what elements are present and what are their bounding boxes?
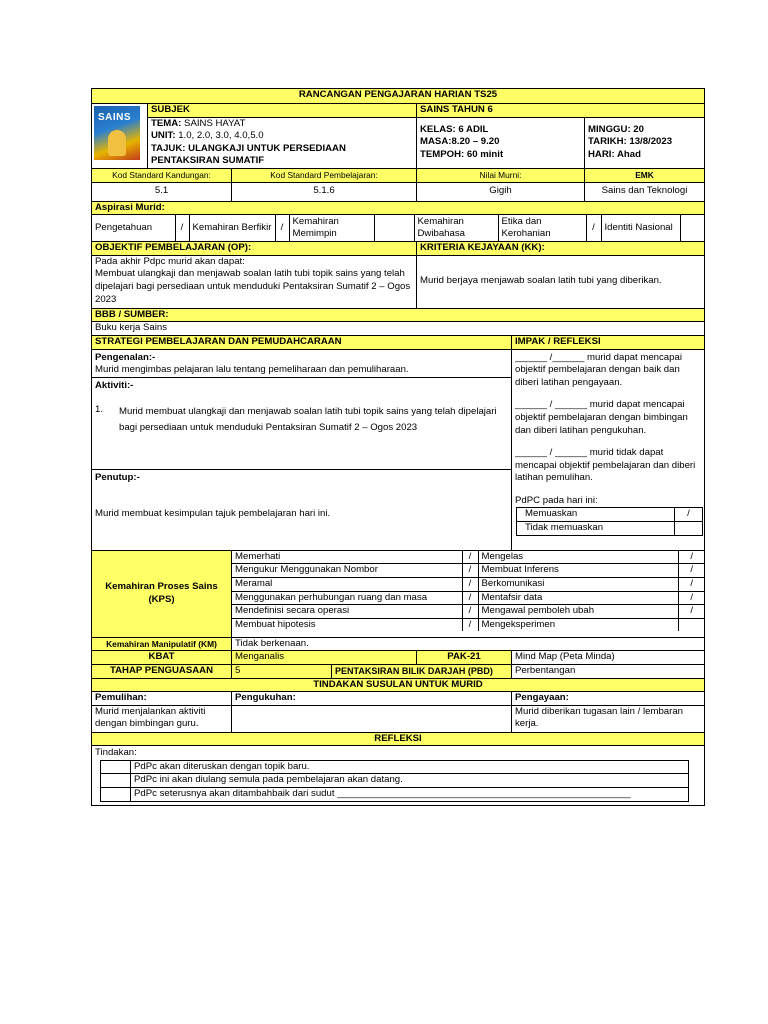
kod-sp-label: Kod Standard Pembelajaran: [232,168,417,182]
tarikh-text: TARIKH: 13/8/2023 [588,136,673,148]
aspirasi-item-etika: Etika dan Kerohanian [498,215,586,241]
tindakan-checkbox-2[interactable] [101,788,131,802]
kps-left-5: Membuat hipotesis [232,618,462,631]
kps-right-mark-1: / [678,564,705,578]
pengukuhan-label: Pengukuhan: [232,692,512,706]
kps-left-mark-2: / [462,577,478,591]
pdpc-label: PdPC pada hari ini: [515,494,598,506]
tindakan-option-2: PdPc seterusnya akan ditambahbaik dari sudut _______________________________________________________ [131,788,689,802]
tema-label: TEMA: [151,117,182,129]
pdpc-option-memuaskan: Memuaskan [517,508,675,522]
pengukuhan-text [232,705,512,732]
kbat-value: Menganalis [232,651,417,665]
tahap-label: TAHAP PENGUASAAN [92,664,232,678]
impak-label: IMPAK / REFLEKSI [512,335,705,349]
kps-right-mark-2: / [678,577,705,591]
pdpc-mark-tidak-memuaskan [675,522,703,536]
kps-left-mark-3: / [462,591,478,605]
pemulihan-label: Pemulihan: [92,692,232,706]
tajuk-label: TAJUK: [151,142,186,154]
km-label: Kemahiran Manipulatif (KM) [92,637,232,651]
aspirasi-item-kemahiran-dwibahasa: Kemahiran Dwibahasa [414,215,498,241]
impak-cell [512,349,705,550]
tindakan-options [100,760,689,802]
unit-label: UNIT: [151,130,176,142]
kps-left-0: Memerhati [232,551,462,564]
book-cover-text: SAINS [98,112,132,123]
pak-value: Mind Map (Peta Minda) [512,651,705,665]
aspirasi-label: Aspirasi Murid: [92,201,705,215]
aspirasi-mark-etika: / [586,215,601,241]
impak-line-2: ______ / ______ murid dapat mencapai objektif pembelajaran dengan bimbingan dan diberi latihan pengukuhan. [515,399,688,436]
subjek-value: SAINS TAHUN 6 [417,104,705,118]
kps-left-3: Menggunakan perhubungan ruang dan masa [232,591,462,605]
nilai-label: Nilai Murni: [417,168,585,182]
kps-left-2: Meramal [232,577,462,591]
pengayaan-text: Murid diberikan tugasan lain / lembaran kerja. [512,705,705,732]
susulan-label: TINDAKAN SUSULAN UNTUK MURID [92,678,705,692]
nilai-value: Gigih [417,182,585,201]
aspirasi-mark-identiti [680,215,705,241]
minggu-cell [585,117,705,168]
kps-cell [232,550,705,637]
kod-sk-label: Kod Standard Kandungan: [92,168,232,182]
penutup-label: Penutup:- [95,471,140,483]
aspirasi-mark-pengetahuan: / [175,215,189,241]
aspirasi-item-kemahiran-memimpin: Kemahiran Memimpin [289,215,374,241]
book-cover-image [94,106,140,160]
kps-table [232,551,705,632]
pbd-value: Perbentangan [512,664,705,678]
tindakan-option-0: PdPc akan diteruskan dengan topik baru. [131,760,689,774]
pdpc-mark-memuaskan: / [675,508,703,522]
kk-label: KRITERIA KEJAYAAN (KK): [417,242,705,256]
pengenalan-text: Murid mengimbas pelajaran lalu tentang pemeliharaan dan pemuliharaan. [95,364,409,376]
aspirasi-item-identiti: Identiti Nasional [601,215,680,241]
tajuk-value: ULANGKAJI UNTUK PERSEDIAAN PENTAKSIRAN SUMATIF [151,142,346,167]
kod-sk-value: 5.1 [92,182,232,201]
page-title: RANCANGAN PENGAJARAN HARIAN TS25 [92,89,705,104]
unit-value: 1.0, 2.0, 3.0, 4.0,5.0 [178,130,264,142]
minggu-text: MINGGU: 20 [588,123,644,135]
kps-left-mark-4: / [462,605,478,619]
kps-left-1: Mengukur Menggunakan Nombor [232,564,462,578]
strategi-cell [92,349,512,550]
kbat-label: KBAT [92,651,232,665]
strategi-label: STRATEGI PEMBELAJARAN DAN PEMUDAHCARAAN [92,335,512,349]
refleksi-cell [92,746,705,805]
kps-right-5: Mengeksperimen [478,618,678,631]
lesson-plan-table [91,88,705,806]
aktiviti-text: Murid membuat ulangkaji dan menjawab soalan latih tubi topik sains yang telah dipelajari bagi persediaan untuk menduduki Pentaksiran Sumatif 2 – Ogos 2023 [119,406,497,434]
kelas-cell [417,117,585,168]
kps-label: Kemahiran Proses Sains (KPS) [92,550,232,637]
aspirasi-table [92,215,705,241]
kps-right-3: Mentafsir data [478,591,678,605]
kps-left-mark-0: / [462,551,478,564]
masa-text: MASA:8.20 – 9.20 [420,136,500,148]
kps-right-mark-5 [678,618,705,631]
kps-right-0: Mengelas [478,551,678,564]
tempoh-text: TEMPOH: 60 minit [420,149,504,161]
aktiviti-label: Aktiviti:- [95,379,134,391]
kps-right-mark-4: / [678,605,705,619]
refleksi-label: REFLEKSI [92,732,705,746]
kod-sp-value: 5.1.6 [232,182,417,201]
aspirasi-mark-kemahiran-memimpin [374,215,414,241]
lesson-plan-sheet [91,88,704,806]
tindakan-option-1: PdPc ini akan diulang semula pada pembelajaran akan datang. [131,774,689,788]
aspirasi-item-kemahiran-berfikir: Kemahiran Berfikir [189,215,275,241]
aktiviti-number: 1. [95,404,104,416]
impak-line-1: ______ /______ murid dapat mencapai objektif pembelajaran dengan baik dan diberi latihan pengayaan. [515,351,682,388]
pdpc-options [516,507,703,535]
emk-value: Sains dan Teknologi [585,182,705,201]
penutup-text: Murid membuat kesimpulan tajuk pembelajaran hari ini. [95,508,331,520]
book-cover-cell [92,104,148,169]
kps-right-2: Berkomunikasi [478,577,678,591]
kps-right-1: Membuat Inferens [478,564,678,578]
kps-right-4: Mengawal pemboleh ubah [478,605,678,619]
kelas-text: KELAS: 6 ADIL [420,123,489,135]
pbd-label: PENTAKSIRAN BILIK DARJAH (PBD) [332,664,512,678]
pemulihan-text: Murid menjalankan aktiviti dengan bimbingan guru. [92,705,232,732]
impak-line-3: ______ / ______ murid tidak dapat mencapai objektif pembelajaran dan diberi latihan pemulihan. [515,447,696,484]
aspirasi-row [92,215,705,242]
pengenalan-label: Pengenalan:- [95,351,156,363]
subjek-label: SUBJEK [148,104,417,118]
tahap-value: 5 [232,664,332,678]
tindakan-checkbox-0[interactable] [101,760,131,774]
pdpc-option-tidak-memuaskan: Tidak memuaskan [517,522,675,536]
kps-right-mark-3: / [678,591,705,605]
tindakan-label: Tindakan: [95,747,137,759]
kps-right-mark-0: / [678,551,705,564]
kps-left-4: Mendefinisi secara operasi [232,605,462,619]
aspirasi-item-pengetahuan: Pengetahuan [92,215,175,241]
op-label: OBJEKTIF PEMBELAJARAN (OP): [92,242,417,256]
km-value: Tidak berkenaan. [232,637,705,651]
kps-left-mark-5: / [462,618,478,631]
emk-label: EMK [585,168,705,182]
pak-label: PAK-21 [417,651,512,665]
op-cell [92,255,417,308]
bbb-value: Buku kerja Sains [92,322,705,336]
aspirasi-mark-kemahiran-berfikir: / [275,215,289,241]
tema-value: SAINS HAYAT [184,117,246,129]
bbb-label: BBB / SUMBER: [92,308,705,322]
op-line1: Pada akhir Pdpc murid akan dapat: [95,255,245,267]
kk-text: Murid berjaya menjawab soalan latih tubi yang diberikan. [417,255,705,308]
tema-cell [148,117,417,168]
op-line2: Membuat ulangkaji dan menjawab soalan latih tubi topik sains yang telah dipelajari bagi persediaan untuk menduduki Pentaksiran Sumatif 2 – Ogos 2023 [95,268,411,305]
tindakan-checkbox-1[interactable] [101,774,131,788]
kps-left-mark-1: / [462,564,478,578]
hari-text: HARI: Ahad [588,149,641,161]
pengayaan-label: Pengayaan: [512,692,705,706]
